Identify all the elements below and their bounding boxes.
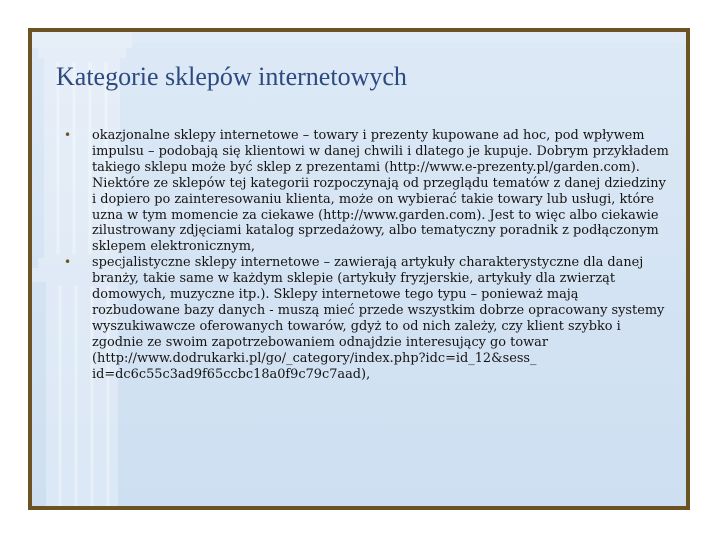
slide-title: Kategorie sklepów internetowych: [56, 62, 407, 91]
bullet-icon: •: [64, 255, 72, 270]
bullet-icon: •: [64, 128, 72, 142]
bullet-item: [58, 255, 670, 382]
bullet-list: [58, 128, 670, 383]
slide-frame: [28, 28, 690, 510]
bullet-text-specialist-shops: specjalistyczne sklepy internetowe – zawierają artykuły charakterystyczne dla danej branży, takie same w każdym sklepie (artykuły fryzjerskie, artykuły dla zwierząt domowych, muzyczne itp.). Sklepy internetowe tego typu – ponieważ mają rozbudowane bazy danych - muszą mieć przede wszystkim dobrze opracowany systemy wyszukiwawcze oferowanych towarów, gdyż to od nich zależy, czy klient szybko i zgodnie ze swoim zapotrzebowaniem odnajdzie interesujący go towar (http://www.dodrukarki.pl/go/_category/index.php?idc=id_12&sess_ id=dc6c55c3ad9f65ccbc18a0f9c79c7aad),: [92, 255, 665, 382]
bullet-text-occasional-shops: okazjonalne sklepy internetowe – towary i prezenty kupowane ad hoc, pod wpływem impulsu – podobają się klientowi w danej chwili i dlatego je kupuje. Dobrym przykładem takiego sklepu może być sklep z prezentami (http://www.e-prezenty.pl/garden.com). Niektóre ze sklepów tej kategorii rozpoczynają od przeglądu tematów z danej dziedziny i dopiero po zainteresowaniu klienta, może on wybierać takie towary lub usługi, które uzna w tym momencie za ciekawe (http://www.garden.com). Jest to więc albo ciekawie zilustrowany zdjęciami katalog sprzedażowy, albo tematyczny poradnik z podłączonym sklepem elektronicznym,: [92, 128, 669, 255]
bullet-item: [58, 128, 670, 255]
